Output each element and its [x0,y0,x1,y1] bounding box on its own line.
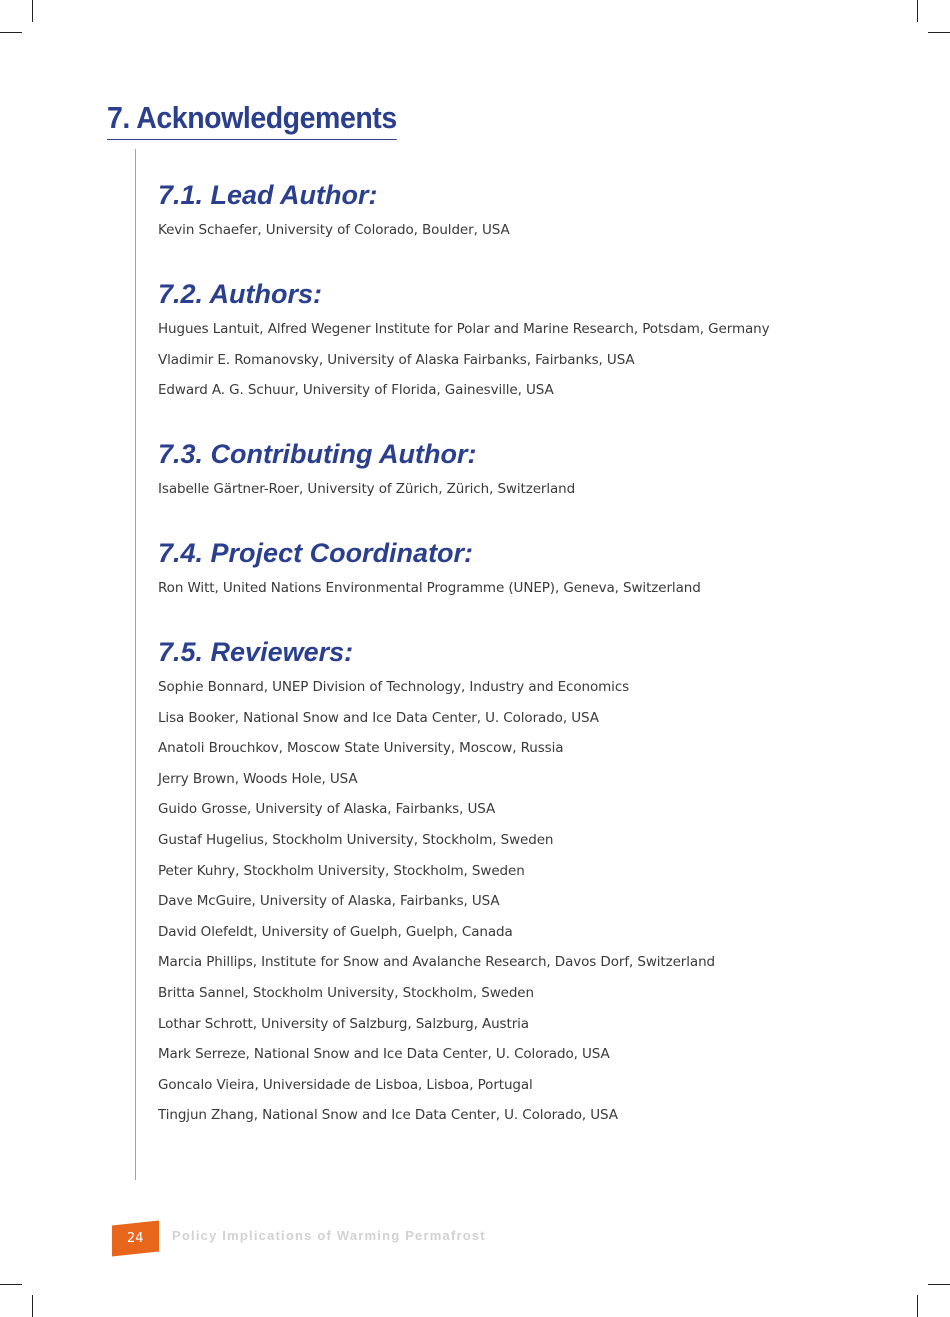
list-item: Sophie Bonnard, UNEP Division of Technology, Industry and Economics [158,679,630,695]
crop-mark [32,0,33,22]
page-number: 24 [127,1231,144,1247]
section-project-coordinator [158,537,701,604]
list-item: Jerry Brown, Woods Hole, USA [158,770,358,787]
section-heading: 7.2. Authors: [158,279,323,309]
footer-publication-title: Policy Implications of Warming Permafrost [172,1228,486,1243]
section-heading: 7.1. Lead Author: [158,180,378,210]
list-item: Gustaf Hugelius, Stockholm University, Stockholm, Sweden [158,831,554,848]
list-item: Britta Sannel, Stockholm University, Stockholm, Sweden [158,984,534,1001]
crop-mark [917,1295,918,1317]
list-item: Guido Grosse, University of Alaska, Fairbanks, USA [158,801,496,818]
page-title: 7. Acknowledgements [107,100,397,140]
list-item: Tingjun Zhang, National Snow and Ice Data Center, U. Colorado, USA [158,1107,618,1124]
list-item: David Olefeldt, University of Guelph, Guelph, Canada [158,923,513,940]
crop-mark [32,1295,33,1317]
list-item: Marcia Phillips, Institute for Snow and Avalanche Research, Davos Dorf, Switzerland [158,954,716,971]
section-lead-author [158,179,510,246]
section-contributing-author [158,438,575,505]
list-item: Lothar Schrott, University of Salzburg, Salzburg, Austria [158,1015,529,1032]
section-heading: 7.4. Project Coordinator: [158,538,474,568]
crop-mark [0,1284,22,1285]
list-item: Vladimir E. Romanovsky, University of Alaska Fairbanks, Fairbanks, USA [158,351,635,368]
list-item: Kevin Schaefer, University of Colorado, Boulder, USA [158,222,510,238]
list-item: Isabelle Gärtner-Roer, University of Zürich, Zürich, Switzerland [158,481,576,497]
list-item: Anatoli Brouchkov, Moscow State University, Moscow, Russia [158,740,564,757]
list-item: Lisa Booker, National Snow and Ice Data Center, U. Colorado, USA [158,709,599,726]
crop-mark [928,32,950,33]
vertical-rule [135,149,136,1180]
crop-mark [917,0,918,22]
list-item: Mark Serreze, National Snow and Ice Data Center, U. Colorado, USA [158,1046,610,1063]
section-authors [158,278,770,406]
list-item: Hugues Lantuit, Alfred Wegener Institute for Polar and Marine Research, Potsdam, Germany [158,321,770,337]
section-heading: 7.5. Reviewers: [158,637,354,667]
list-item: Peter Kuhry, Stockholm University, Stockholm, Sweden [158,862,525,879]
list-item: Dave McGuire, University of Alaska, Fairbanks, USA [158,893,500,910]
section-heading: 7.3. Contributing Author: [158,439,477,469]
page-number-badge [112,1221,159,1257]
list-item: Goncalo Vieira, Universidade de Lisboa, Lisboa, Portugal [158,1076,533,1093]
list-item: Edward A. G. Schuur, University of Florida, Gainesville, USA [158,382,554,399]
crop-mark [928,1284,950,1285]
list-item: Ron Witt, United Nations Environmental Programme (UNEP), Geneva, Switzerland [158,580,701,596]
section-reviewers [158,636,715,1131]
crop-mark [0,32,22,33]
